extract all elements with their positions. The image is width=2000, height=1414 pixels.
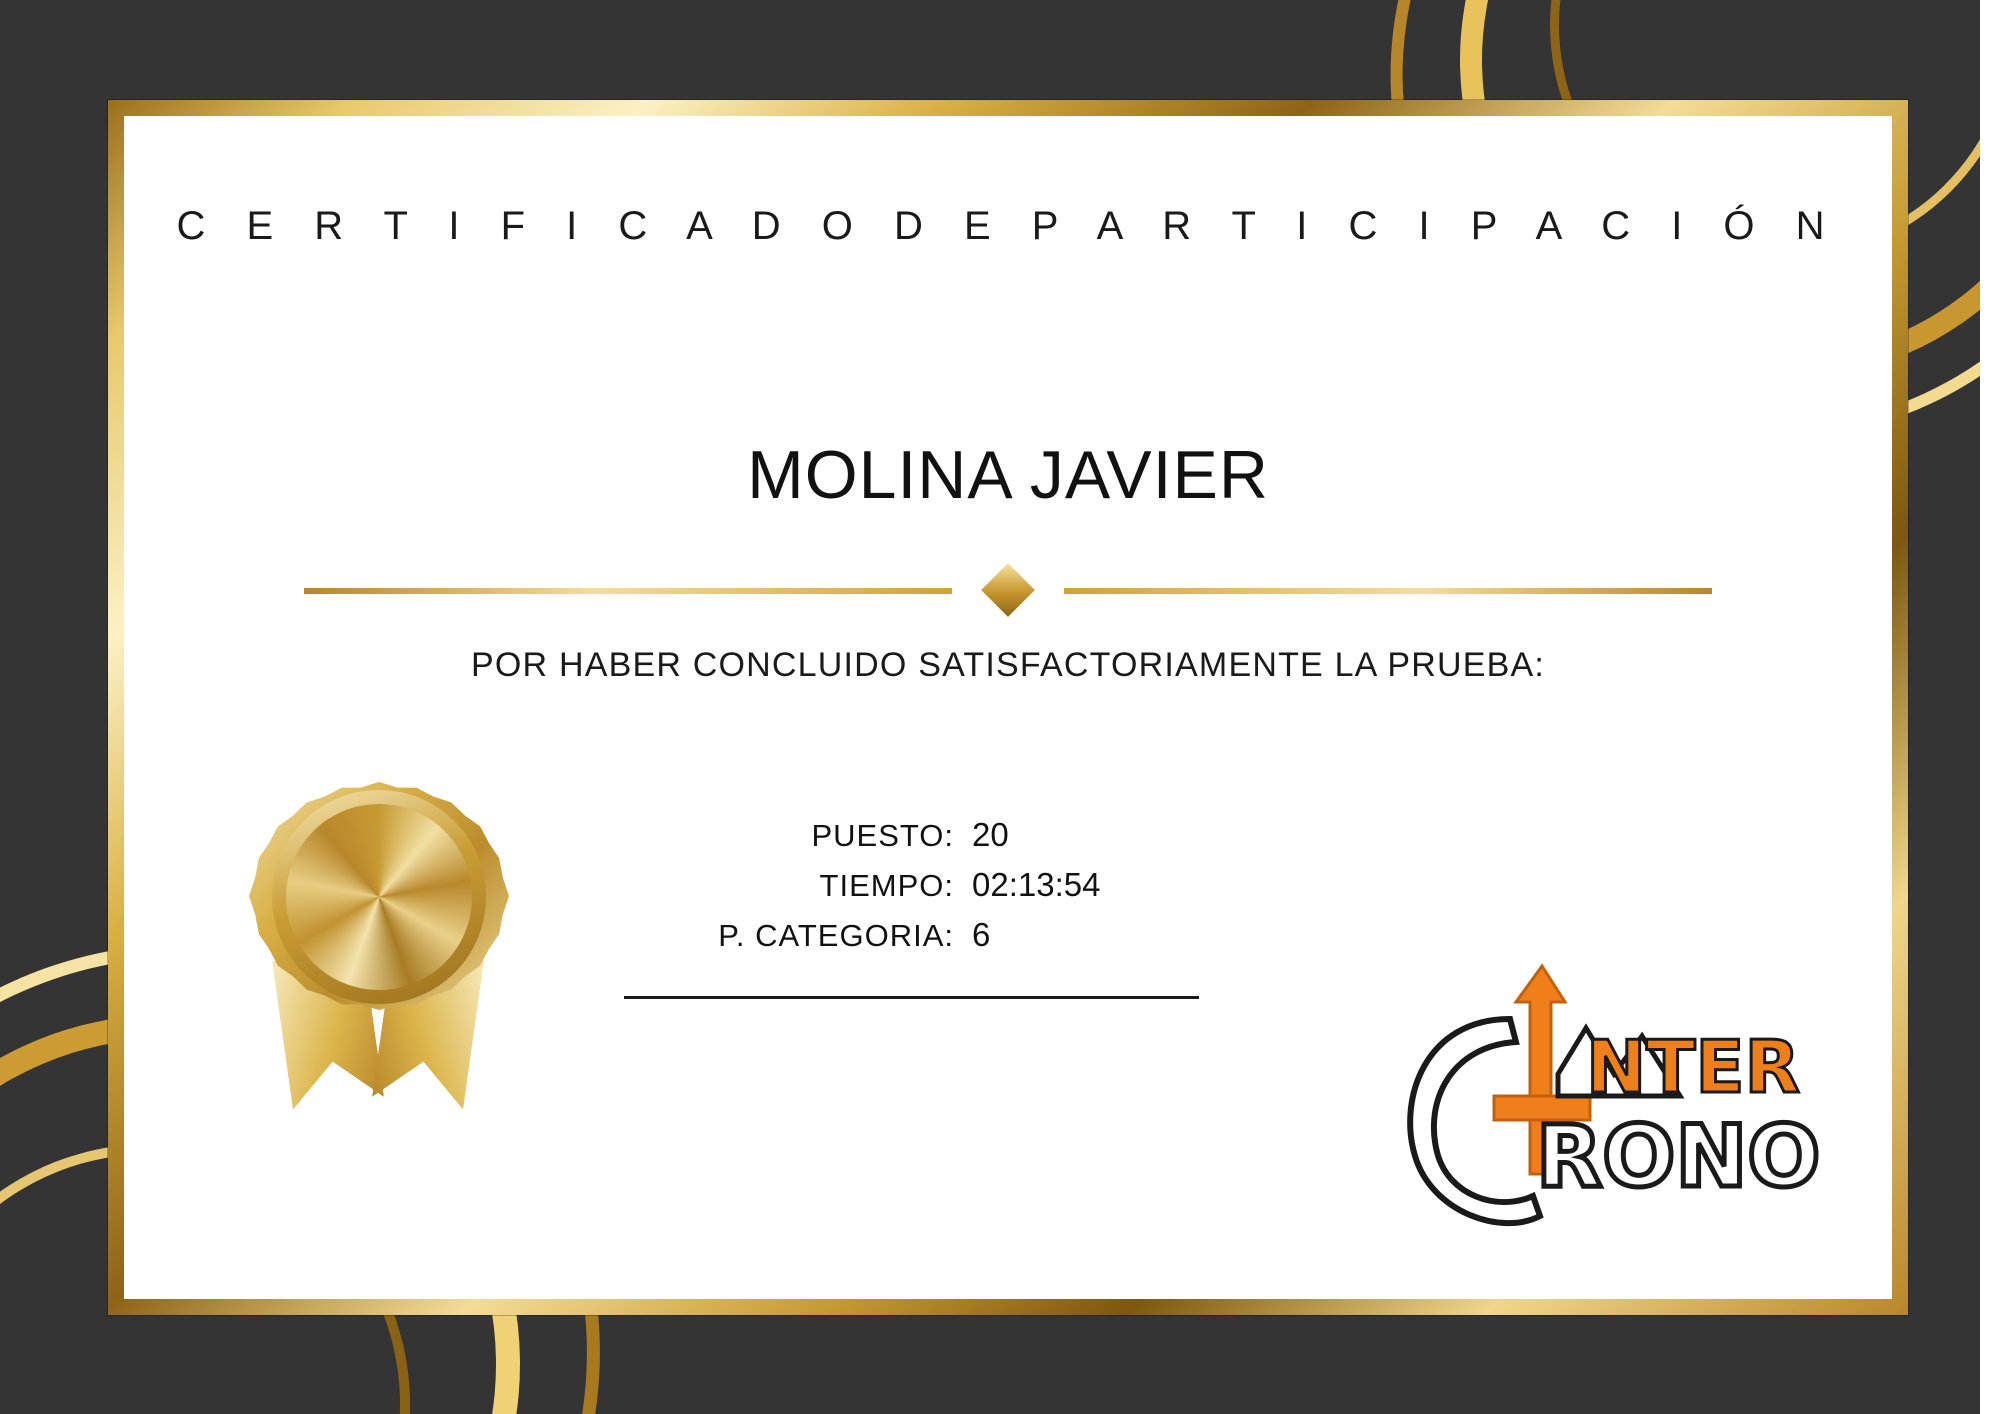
gold-divider [304, 571, 1712, 611]
result-row [624, 916, 1324, 954]
certificate-subtitle: POR HABER CONCLUIDO SATISFACTORIAMENTE LA PRUEBA: [471, 646, 1545, 684]
logo-artwork-icon [1390, 924, 1820, 1244]
result-row [624, 816, 1324, 854]
gold-frame [108, 100, 1908, 1315]
medal-icon [234, 766, 524, 1106]
divider-bar-left [304, 588, 952, 594]
logo-word-bottom: RONO [1536, 1107, 1820, 1207]
result-label-categoria: P. CATEGORIA: [718, 918, 954, 953]
certificate-body [124, 116, 1892, 1299]
result-value-categoria: 6 [972, 916, 991, 953]
signature-line [624, 996, 1199, 999]
recipient-name: MOLINA JAVIER [747, 437, 1269, 513]
inter-crono-logo [1390, 924, 1820, 1244]
diamond-icon [981, 563, 1035, 617]
results-block [624, 816, 1324, 966]
logo-word-top: NTER [1586, 1025, 1800, 1109]
divider-bar-right [1064, 588, 1712, 594]
result-label-tiempo: TIEMPO: [819, 868, 954, 903]
result-row [624, 866, 1324, 904]
medal-core [286, 804, 472, 990]
result-value-tiempo: 02:13:54 [972, 866, 1101, 903]
certificate-title: C E R T I F I C A D O D E P A R T I C I P A C I Ó N [176, 204, 1840, 248]
result-value-puesto: 20 [972, 816, 1009, 853]
result-label-puesto: PUESTO: [811, 818, 954, 853]
